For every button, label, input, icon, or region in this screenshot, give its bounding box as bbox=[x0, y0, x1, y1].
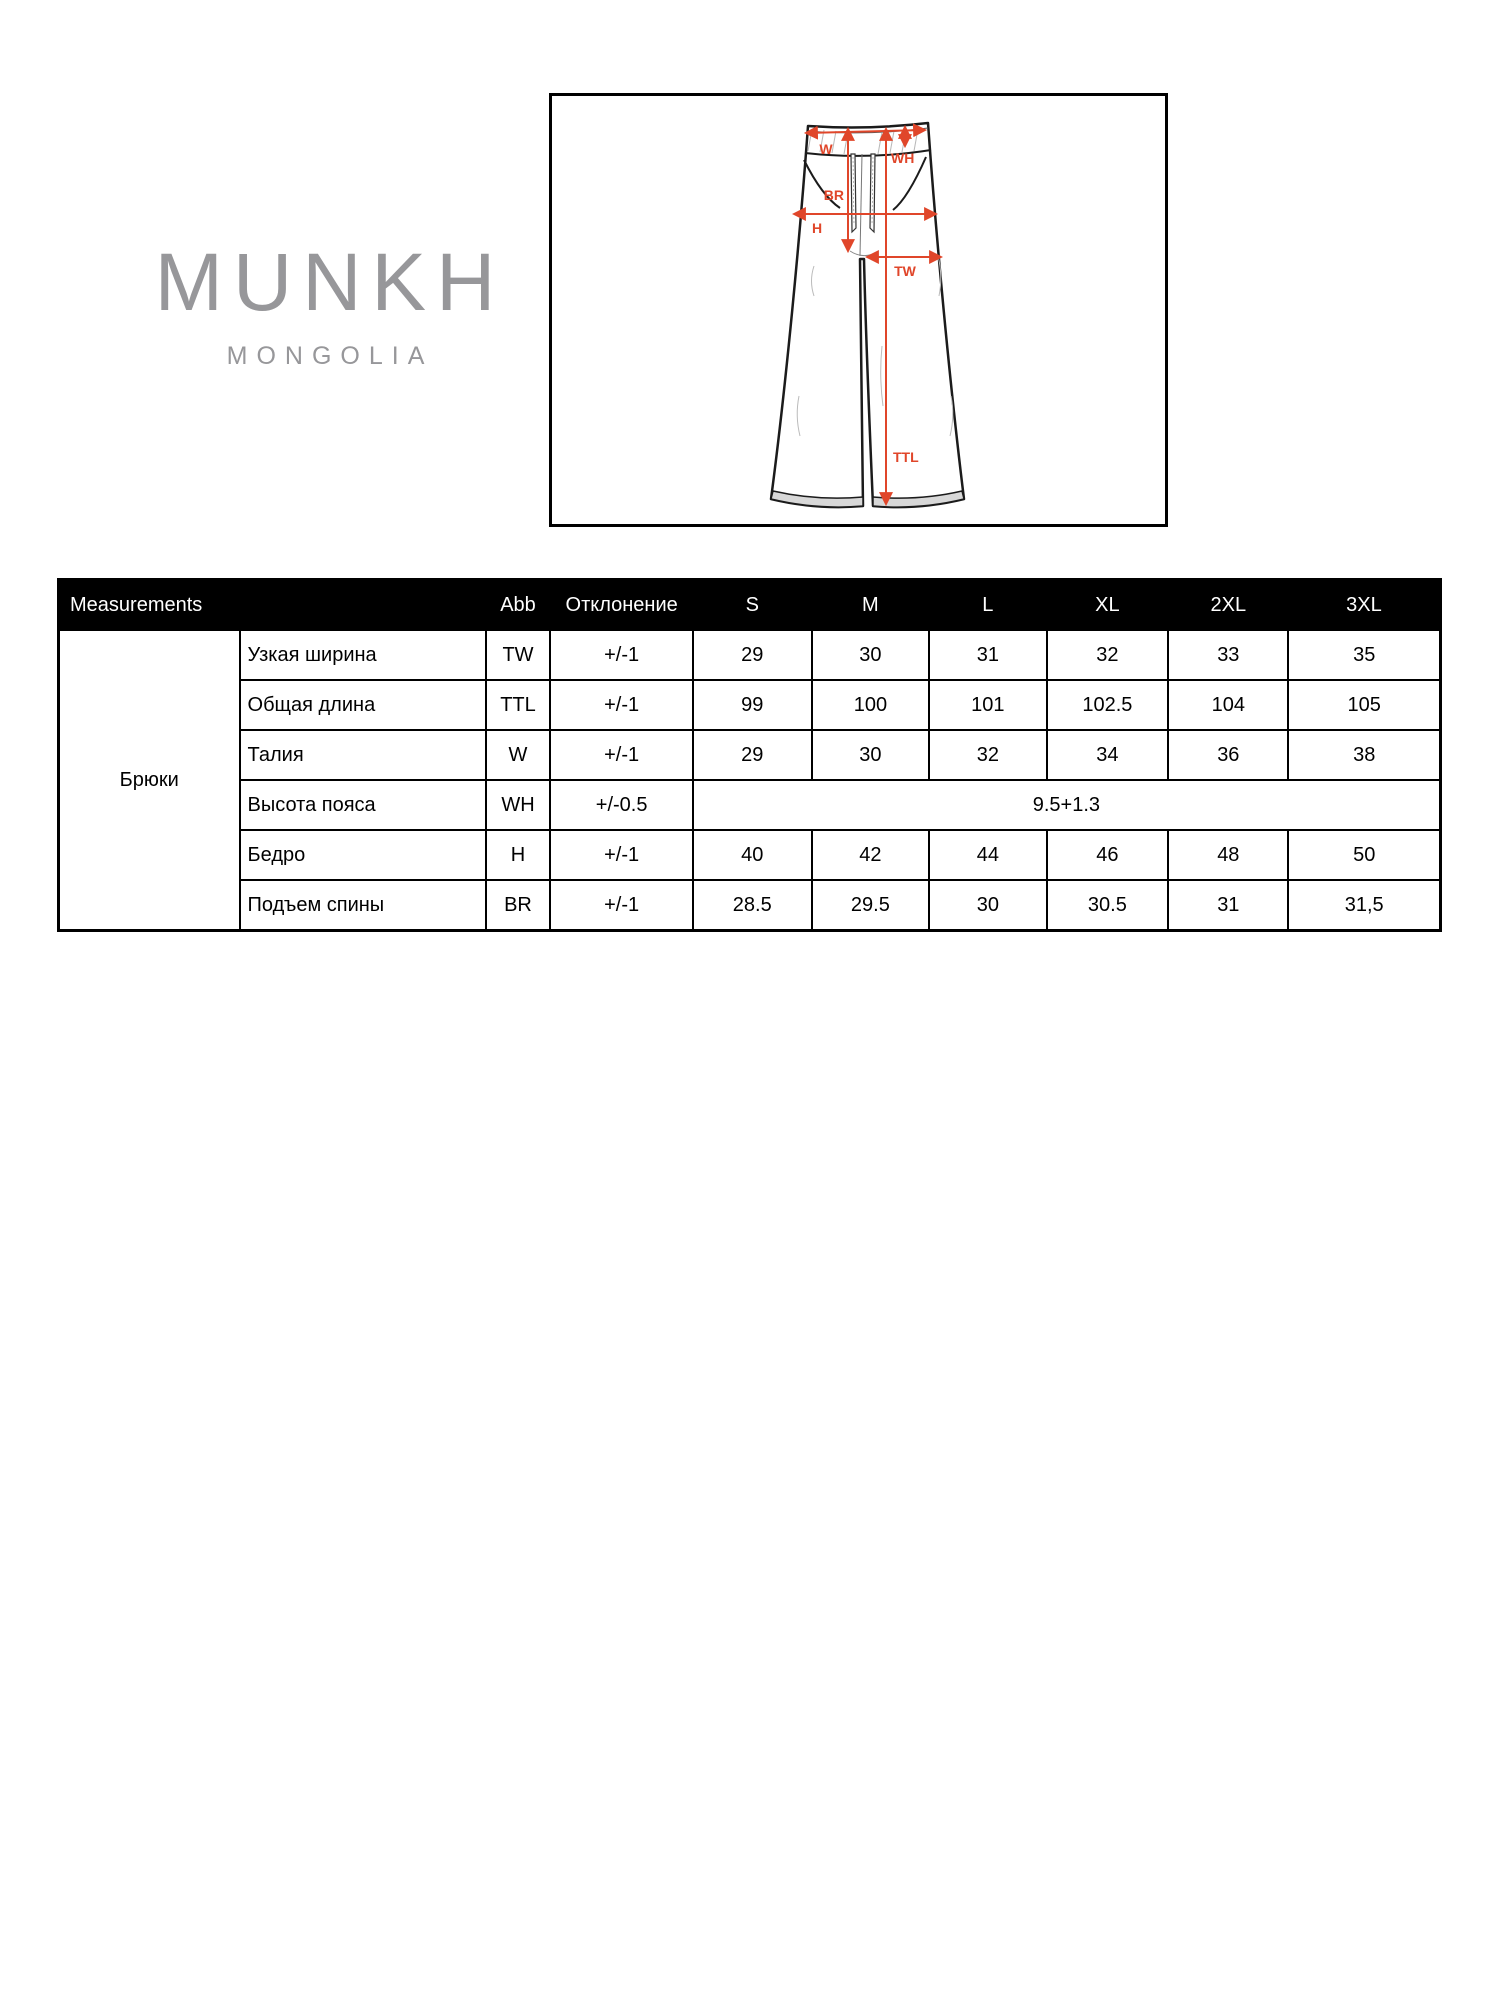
size-value-cell: 38 bbox=[1288, 730, 1440, 780]
tolerance-cell: +/-1 bbox=[550, 830, 692, 880]
header-tolerance: Отклонение bbox=[550, 580, 692, 631]
size-value-cell: 36 bbox=[1168, 730, 1288, 780]
size-value-cell: 34 bbox=[1047, 730, 1169, 780]
measurement-name-cell: Узкая ширина bbox=[240, 630, 486, 680]
label-w: W bbox=[819, 141, 833, 157]
size-value-cell: 35 bbox=[1288, 630, 1440, 680]
abb-cell: TTL bbox=[486, 680, 551, 730]
size-value-cell: 30 bbox=[929, 880, 1046, 931]
size-value-cell: 101 bbox=[929, 680, 1046, 730]
brand-logo bbox=[118, 237, 542, 371]
header-size-s: S bbox=[693, 580, 812, 631]
tolerance-cell: +/-1 bbox=[550, 630, 692, 680]
size-value-cell: 104 bbox=[1168, 680, 1288, 730]
measurement-name-cell: Высота пояса bbox=[240, 780, 486, 830]
size-value-cell: 32 bbox=[929, 730, 1046, 780]
header-size-3xl: 3XL bbox=[1288, 580, 1440, 631]
size-value-cell: 105 bbox=[1288, 680, 1440, 730]
size-value-cell: 30.5 bbox=[1047, 880, 1169, 931]
table-row bbox=[59, 730, 1441, 780]
size-value-cell: 46 bbox=[1047, 830, 1169, 880]
size-value-cell: 99 bbox=[693, 680, 812, 730]
measurement-name-cell: Общая длина bbox=[240, 680, 486, 730]
header-size-2xl: 2XL bbox=[1168, 580, 1288, 631]
abb-cell: W bbox=[486, 730, 551, 780]
table-row bbox=[59, 680, 1441, 730]
pants-diagram bbox=[552, 96, 1165, 524]
size-value-cell: 42 bbox=[812, 830, 929, 880]
header-size-l: L bbox=[929, 580, 1046, 631]
tolerance-cell: +/-1 bbox=[550, 680, 692, 730]
group-cell: Брюки bbox=[59, 630, 240, 931]
size-value-cell: 29 bbox=[693, 630, 812, 680]
tolerance-cell: +/-0.5 bbox=[550, 780, 692, 830]
header-measurements: Measurements bbox=[59, 580, 486, 631]
measurement-name-cell: Подъем спины bbox=[240, 880, 486, 931]
size-value-cell: 29 bbox=[693, 730, 812, 780]
size-value-cell: 30 bbox=[812, 730, 929, 780]
table-header-row bbox=[59, 580, 1441, 631]
size-value-cell: 50 bbox=[1288, 830, 1440, 880]
table-row bbox=[59, 830, 1441, 880]
size-value-cell: 33 bbox=[1168, 630, 1288, 680]
size-value-cell: 44 bbox=[929, 830, 1046, 880]
label-wh: WH bbox=[891, 150, 915, 166]
header-size-xl: XL bbox=[1047, 580, 1169, 631]
size-value-cell: 40 bbox=[693, 830, 812, 880]
size-value-cell: 32 bbox=[1047, 630, 1169, 680]
size-value-cell: 102.5 bbox=[1047, 680, 1169, 730]
abb-cell: H bbox=[486, 830, 551, 880]
abb-cell: BR bbox=[486, 880, 551, 931]
size-value-cell: 29.5 bbox=[812, 880, 929, 931]
tolerance-cell: +/-1 bbox=[550, 880, 692, 931]
size-value-cell: 48 bbox=[1168, 830, 1288, 880]
measurement-name-cell: Бедро bbox=[240, 830, 486, 880]
abb-cell: WH bbox=[486, 780, 551, 830]
brand-name: MUNKH bbox=[154, 237, 506, 328]
label-tw: TW bbox=[894, 263, 916, 279]
pants-diagram-box bbox=[549, 93, 1168, 527]
label-ttl: TTL bbox=[893, 449, 919, 465]
header-abb: Abb bbox=[486, 580, 551, 631]
table-row bbox=[59, 630, 1441, 680]
header-size-m: M bbox=[812, 580, 929, 631]
size-value-cell: 100 bbox=[812, 680, 929, 730]
size-value-cell: 31 bbox=[1168, 880, 1288, 931]
tolerance-cell: +/-1 bbox=[550, 730, 692, 780]
measurement-name-cell: Талия bbox=[240, 730, 486, 780]
size-value-cell: 31,5 bbox=[1288, 880, 1440, 931]
pants-outline bbox=[771, 123, 964, 507]
size-value-cell: 30 bbox=[812, 630, 929, 680]
brand-subtitle: MONGOLIA bbox=[226, 342, 434, 371]
size-table bbox=[57, 578, 1442, 932]
table-row bbox=[59, 780, 1441, 830]
merged-value-cell: 9.5+1.3 bbox=[693, 780, 1441, 830]
abb-cell: TW bbox=[486, 630, 551, 680]
table-row bbox=[59, 880, 1441, 931]
size-value-cell: 31 bbox=[929, 630, 1046, 680]
label-br: BR bbox=[823, 187, 844, 203]
size-value-cell: 28.5 bbox=[693, 880, 812, 931]
label-h: H bbox=[811, 220, 823, 236]
